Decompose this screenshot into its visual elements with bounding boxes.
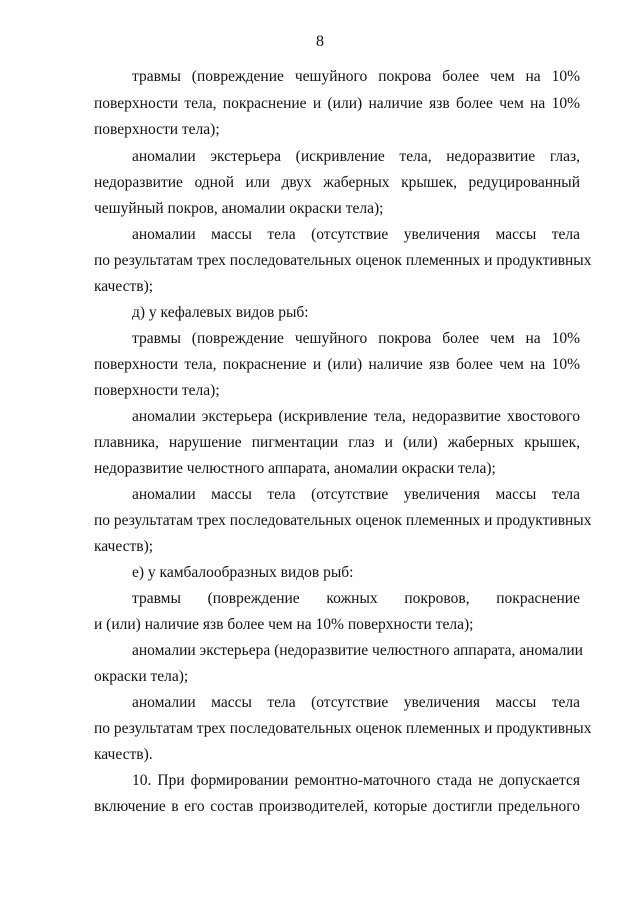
text-line: 10. При формировании ремонтно-маточного стада не допускается xyxy=(132,772,580,789)
text-line: качеств); xyxy=(94,538,154,555)
text-line: аномалии массы тела (отсутствие увеличения массы тела xyxy=(132,694,580,711)
text-line: поверхности тела, покраснение и (или) наличие язв более чем на 10% xyxy=(94,95,580,112)
text-line: травмы (повреждение чешуйного покрова более чем на 10% xyxy=(132,330,580,347)
text-line: поверхности тела, покраснение и (или) наличие язв более чем на 10% xyxy=(94,356,580,373)
text-line: поверхности тела); xyxy=(94,382,220,399)
text-line: д) у кефалевых видов рыб: xyxy=(132,304,309,321)
text-line: по результатам трех последовательных оценок племенных и продуктивных xyxy=(94,720,592,737)
text-line: е) у камбалообразных видов рыб: xyxy=(132,564,354,581)
text-line: окраски тела); xyxy=(94,668,189,685)
text-line: качеств); xyxy=(94,278,154,295)
text-line: плавника, нарушение пигментации глаз и (или) жаберных крышек, xyxy=(94,434,580,451)
text-line: качеств). xyxy=(94,746,153,763)
text-line: недоразвитие одной или двух жаберных крышек, редуцированный xyxy=(94,174,580,191)
text-line: травмы (повреждение кожных покровов, покраснение xyxy=(132,590,580,607)
text-line: поверхности тела); xyxy=(94,121,220,138)
text-line: и (или) наличие язв более чем на 10% поверхности тела); xyxy=(94,616,474,633)
text-line: по результатам трех последовательных оценок племенных и продуктивных xyxy=(94,512,592,529)
text-line: включение в его состав производителей, которые достигли предельного xyxy=(94,798,580,815)
text-line: аномалии массы тела (отсутствие увеличения массы тела xyxy=(132,486,580,503)
text-line: аномалии экстерьера (искривление тела, недоразвитие хвостового xyxy=(132,408,580,425)
text-line: чешуйный покров, аномалии окраски тела); xyxy=(94,200,384,217)
text-line: аномалии экстерьера (недоразвитие челюстного аппарата, аномалии xyxy=(132,642,583,659)
text-line: по результатам трех последовательных оценок племенных и продуктивных xyxy=(94,252,592,269)
text-line: аномалии массы тела (отсутствие увеличения массы тела xyxy=(132,226,580,243)
text-line: недоразвитие челюстного аппарата, аномалии окраски тела); xyxy=(94,460,496,477)
text-line: аномалии экстерьера (искривление тела, недоразвитие глаз, xyxy=(132,148,580,165)
text-line: травмы (повреждение чешуйного покрова более чем на 10% xyxy=(132,68,580,85)
page-number: 8 xyxy=(316,33,324,50)
